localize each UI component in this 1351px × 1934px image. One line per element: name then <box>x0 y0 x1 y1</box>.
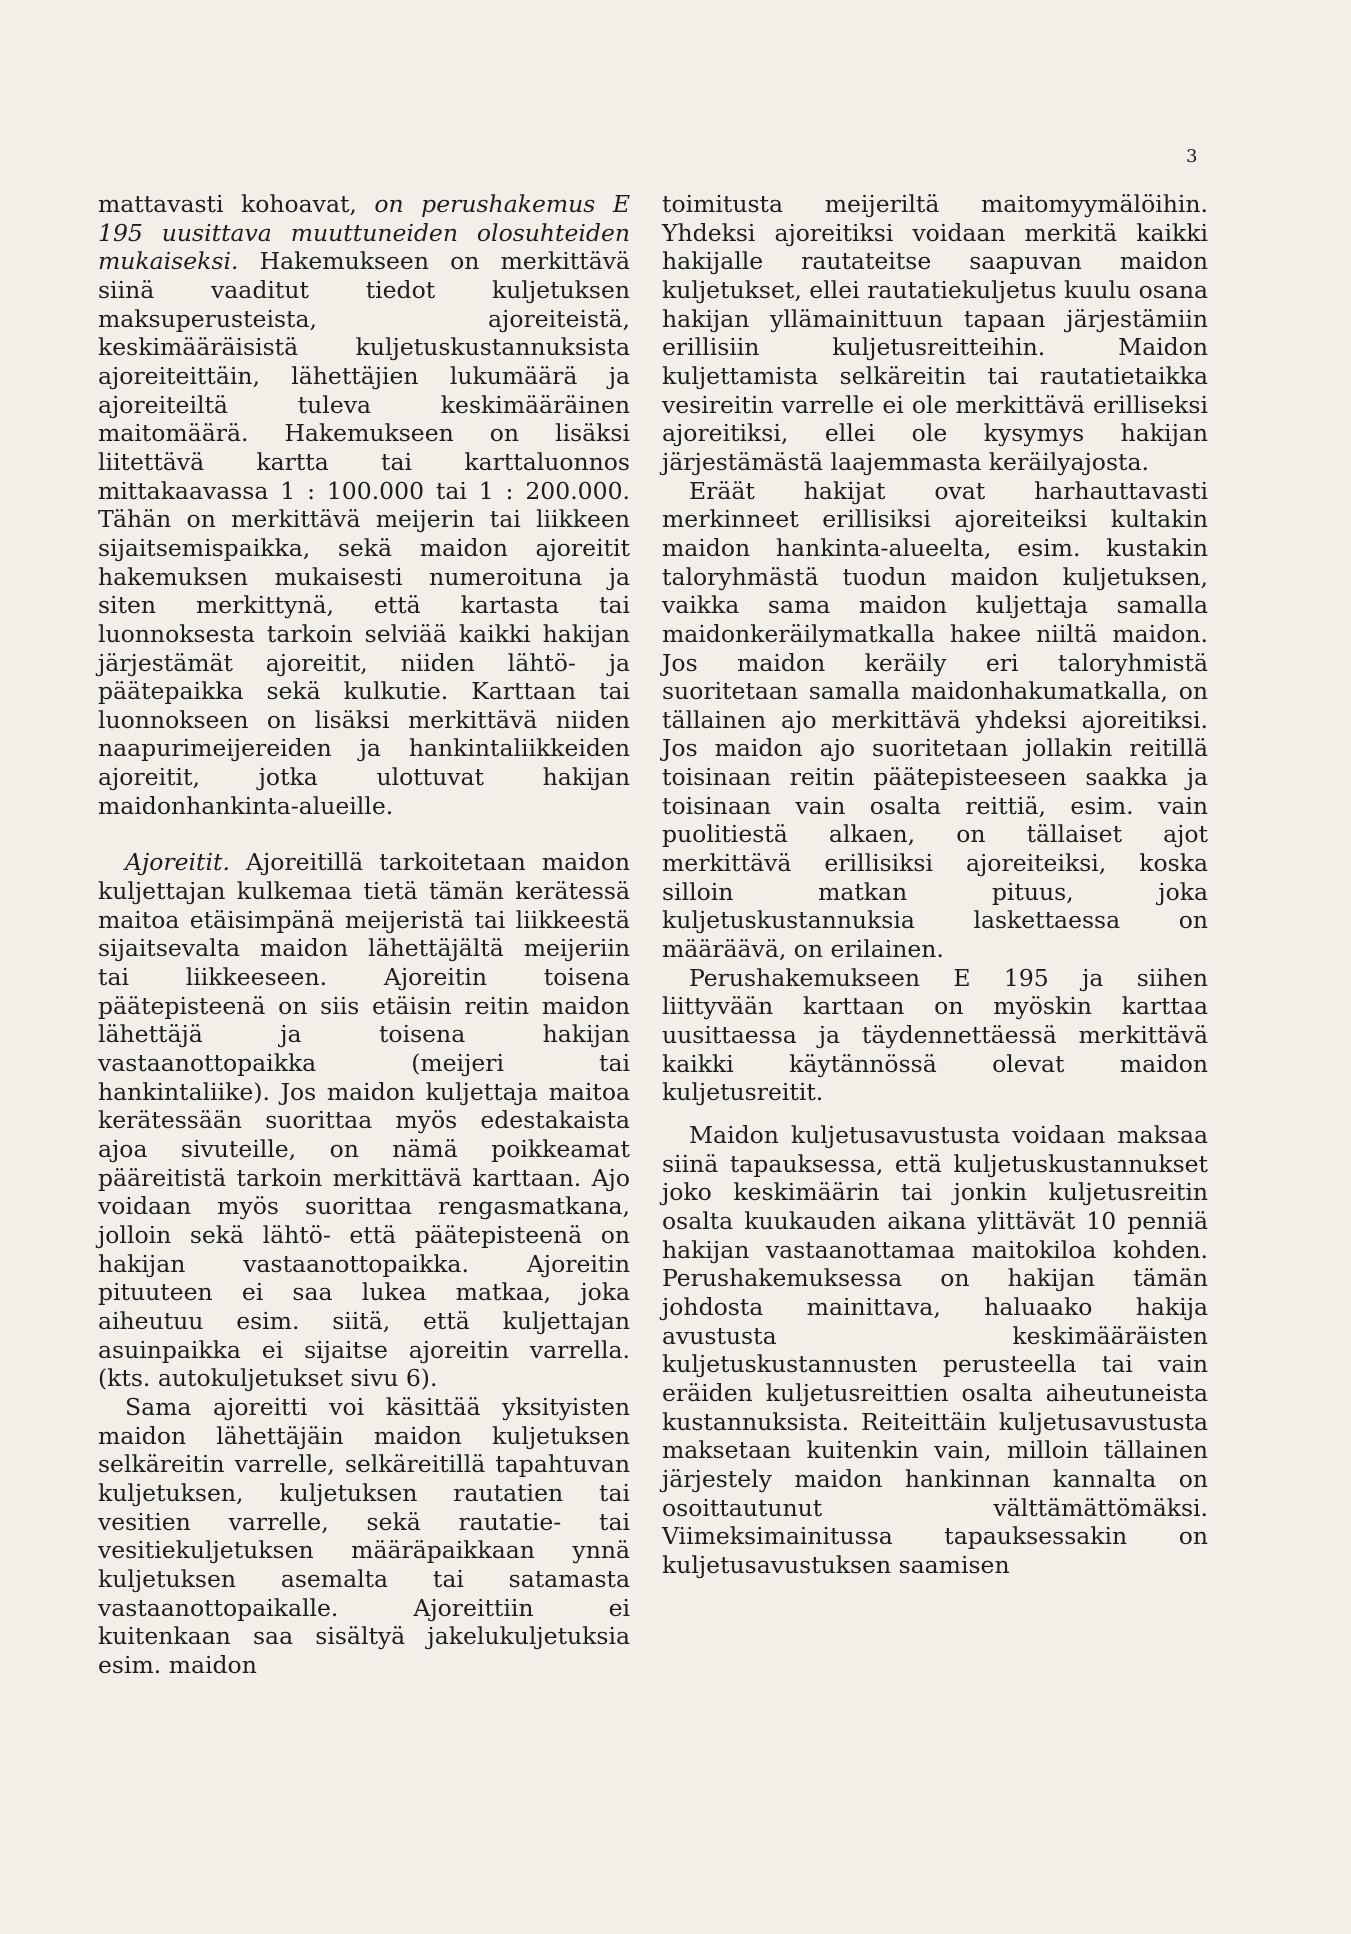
left-paragraph-1 <box>98 190 630 820</box>
right-paragraph-4: Maidon kuljetusavustusta voidaan maksaa siinä tapauksessa, että kuljetuskustannukset joko keskimäärin tai jonkin kuljetusreitin osalta kuukauden aikana ylittävät 10 penniä hakijan vastaanottamaa maitokiloa kohden. Perushakemuksessa on hakijan tämän johdosta mainittava, haluaako hakija avustusta keskimääräisten kuljetuskustannusten perusteella tai vain eräiden kuljetusreittien osalta aiheutuneista kustannuksista. Reiteittäin kuljetusavustusta maksetaan kuitenkin vain, milloin tällainen järjestely maidon hankinnan kannalta on osoittautunut välttämättömäksi. Viimeksimainitussa tapauksessakin on kuljetusavustuksen saamisen <box>662 1121 1208 1579</box>
left-paragraph-3: Sama ajoreitti voi käsittää yksityisten maidon lähettäjäin maidon kuljetuksen selkäreitin varrelle, selkäreitillä tapahtuvan kuljetuksen, kuljetuksen rautatien tai vesitien varrelle, sekä rautatie- tai vesitiekuljetuksen määräpaikkaan ynnä kuljetuksen asemalta tai satamasta vastaanottopaikalle. Ajoreittiin ei kuitenkaan saa sisältyä jakelukuljetuksia esim. maidon <box>98 1392 630 1679</box>
right-paragraph-3: Perushakemukseen E 195 ja siihen liittyvään karttaan on myöskin karttaa uusittaessa ja täydennettäessä merkittävä kaikki käytännössä olevat maidon kuljetusreitit. <box>662 963 1208 1107</box>
italic-text: on perushakemus E 195 uusittava muuttuneiden olosuhteiden mukaiseksi. <box>98 190 630 276</box>
right-paragraph-2: Eräät hakijat ovat harhauttavasti merkinneet erillisiksi ajoreiteiksi kultakin maidon hankinta-alueelta, esim. kustakin taloryhmästä tuodun maidon kuljetuksen, vaikka sama maidon kuljettaja samalla maidonkeräilymatkalla hakee niiltä maidon. Jos maidon keräily eri taloryhmistä suoritetaan samalla maidonhakumatkalla, on tällainen ajo merkittävä yhdeksi ajoreitiksi. Jos maidon ajo suoritetaan jollakin reitillä toisinaan reitin päätepisteeseen saakka ja toisinaan vain osalta reittiä, esim. vain puolitiestä alkaen, on tällaiset ajot merkittävä erillisiksi ajoreiteiksi, koska silloin matkan pituus, joka kuljetuskustannuksia laskettaessa on määräävä, on erilainen. <box>662 476 1208 964</box>
section-heading: Ajoreitit. <box>125 848 230 877</box>
right-column <box>662 190 1208 1580</box>
paragraph-text: mattavasti kohoavat, <box>98 190 375 218</box>
left-paragraph-2 <box>98 848 630 1392</box>
paragraph-text: Hakemukseen on merkittävä siinä vaaditut tiedot kuljetuksen maksuperusteista, ajoreiteistä, keskimääräisistä kuljetuskustannuksista ajoreiteittäin, lähettäjien lukumäärä ja ajoreiteiltä tuleva keskimääräinen maitomäärä. Hakemukseen on lisäksi liitettävä kartta tai karttaluonnos mittakaavassa 1 : 100.000 tai 1 : 200.000. Tähän on merkittävä meijerin tai liikkeen sijaitsemispaikka, sekä maidon ajoreitit hakemuksen mukaisesti numeroituna ja siten merkittynä, että kartasta tai luonnoksesta tarkoin selviää kaikki hakijan järjestämät ajoreitit, niiden lähtö- ja päätepaikka sekä kulkutie. Karttaan tai luonnokseen on lisäksi merkittävä niiden naapurimeijereiden ja hankintaliikkeiden ajoreitit, jotka ulottuvat hakijan maidonhankinta-alueille. <box>98 247 630 820</box>
paragraph-text: Ajoreitillä tarkoitetaan maidon kuljettajan kulkemaa tietä tämän kerätessä maitoa etäisimpänä meijeristä tai liikkeestä sijaitsevalta maidon lähettäjältä meijeriin tai liikkeeseen. Ajoreitin toisena päätepisteenä on siis etäisin reitin maidon lähettäjä ja toisena hakijan vastaanottopaikka (meijeri tai hankintaliike). Jos maidon kuljettaja maitoa kerätessään suorittaa myös edestakaista ajoa sivuteille, on nämä poikkeamat pääreitistä tarkoin merkittävä karttaan. Ajo voidaan myös suorittaa rengasmatkana, jolloin sekä lähtö- että päätepisteenä on hakijan vastaanottopaikka. Ajoreitin pituuteen ei saa lukea matkaa, joka aiheutuu esim. siitä, että kuljettajan asuinpaikka ei sijaitse ajoreitin varrella. (kts. autokuljetukset sivu 6). <box>98 848 630 1393</box>
right-paragraph-1: toimitusta meijeriltä maitomyymälöihin. Yhdeksi ajoreitiksi voidaan merkitä kaikki hakijalle rautateitse saapuvan maidon kuljetukset, ellei rautatiekuljetus kuulu osana hakijan yllämainittuun tapaan järjestämiin erillisiin kuljetusreitteihin. Maidon kuljettamista selkäreitin tai rautatietaikka vesireitin varrelle ei ole merkittävä erilliseksi ajoreitiksi, ellei ole kysymys hakijan järjestämästä laajemmasta keräilyajosta. <box>662 190 1208 476</box>
left-column <box>98 190 630 1679</box>
page-number: 3 <box>1186 146 1198 167</box>
